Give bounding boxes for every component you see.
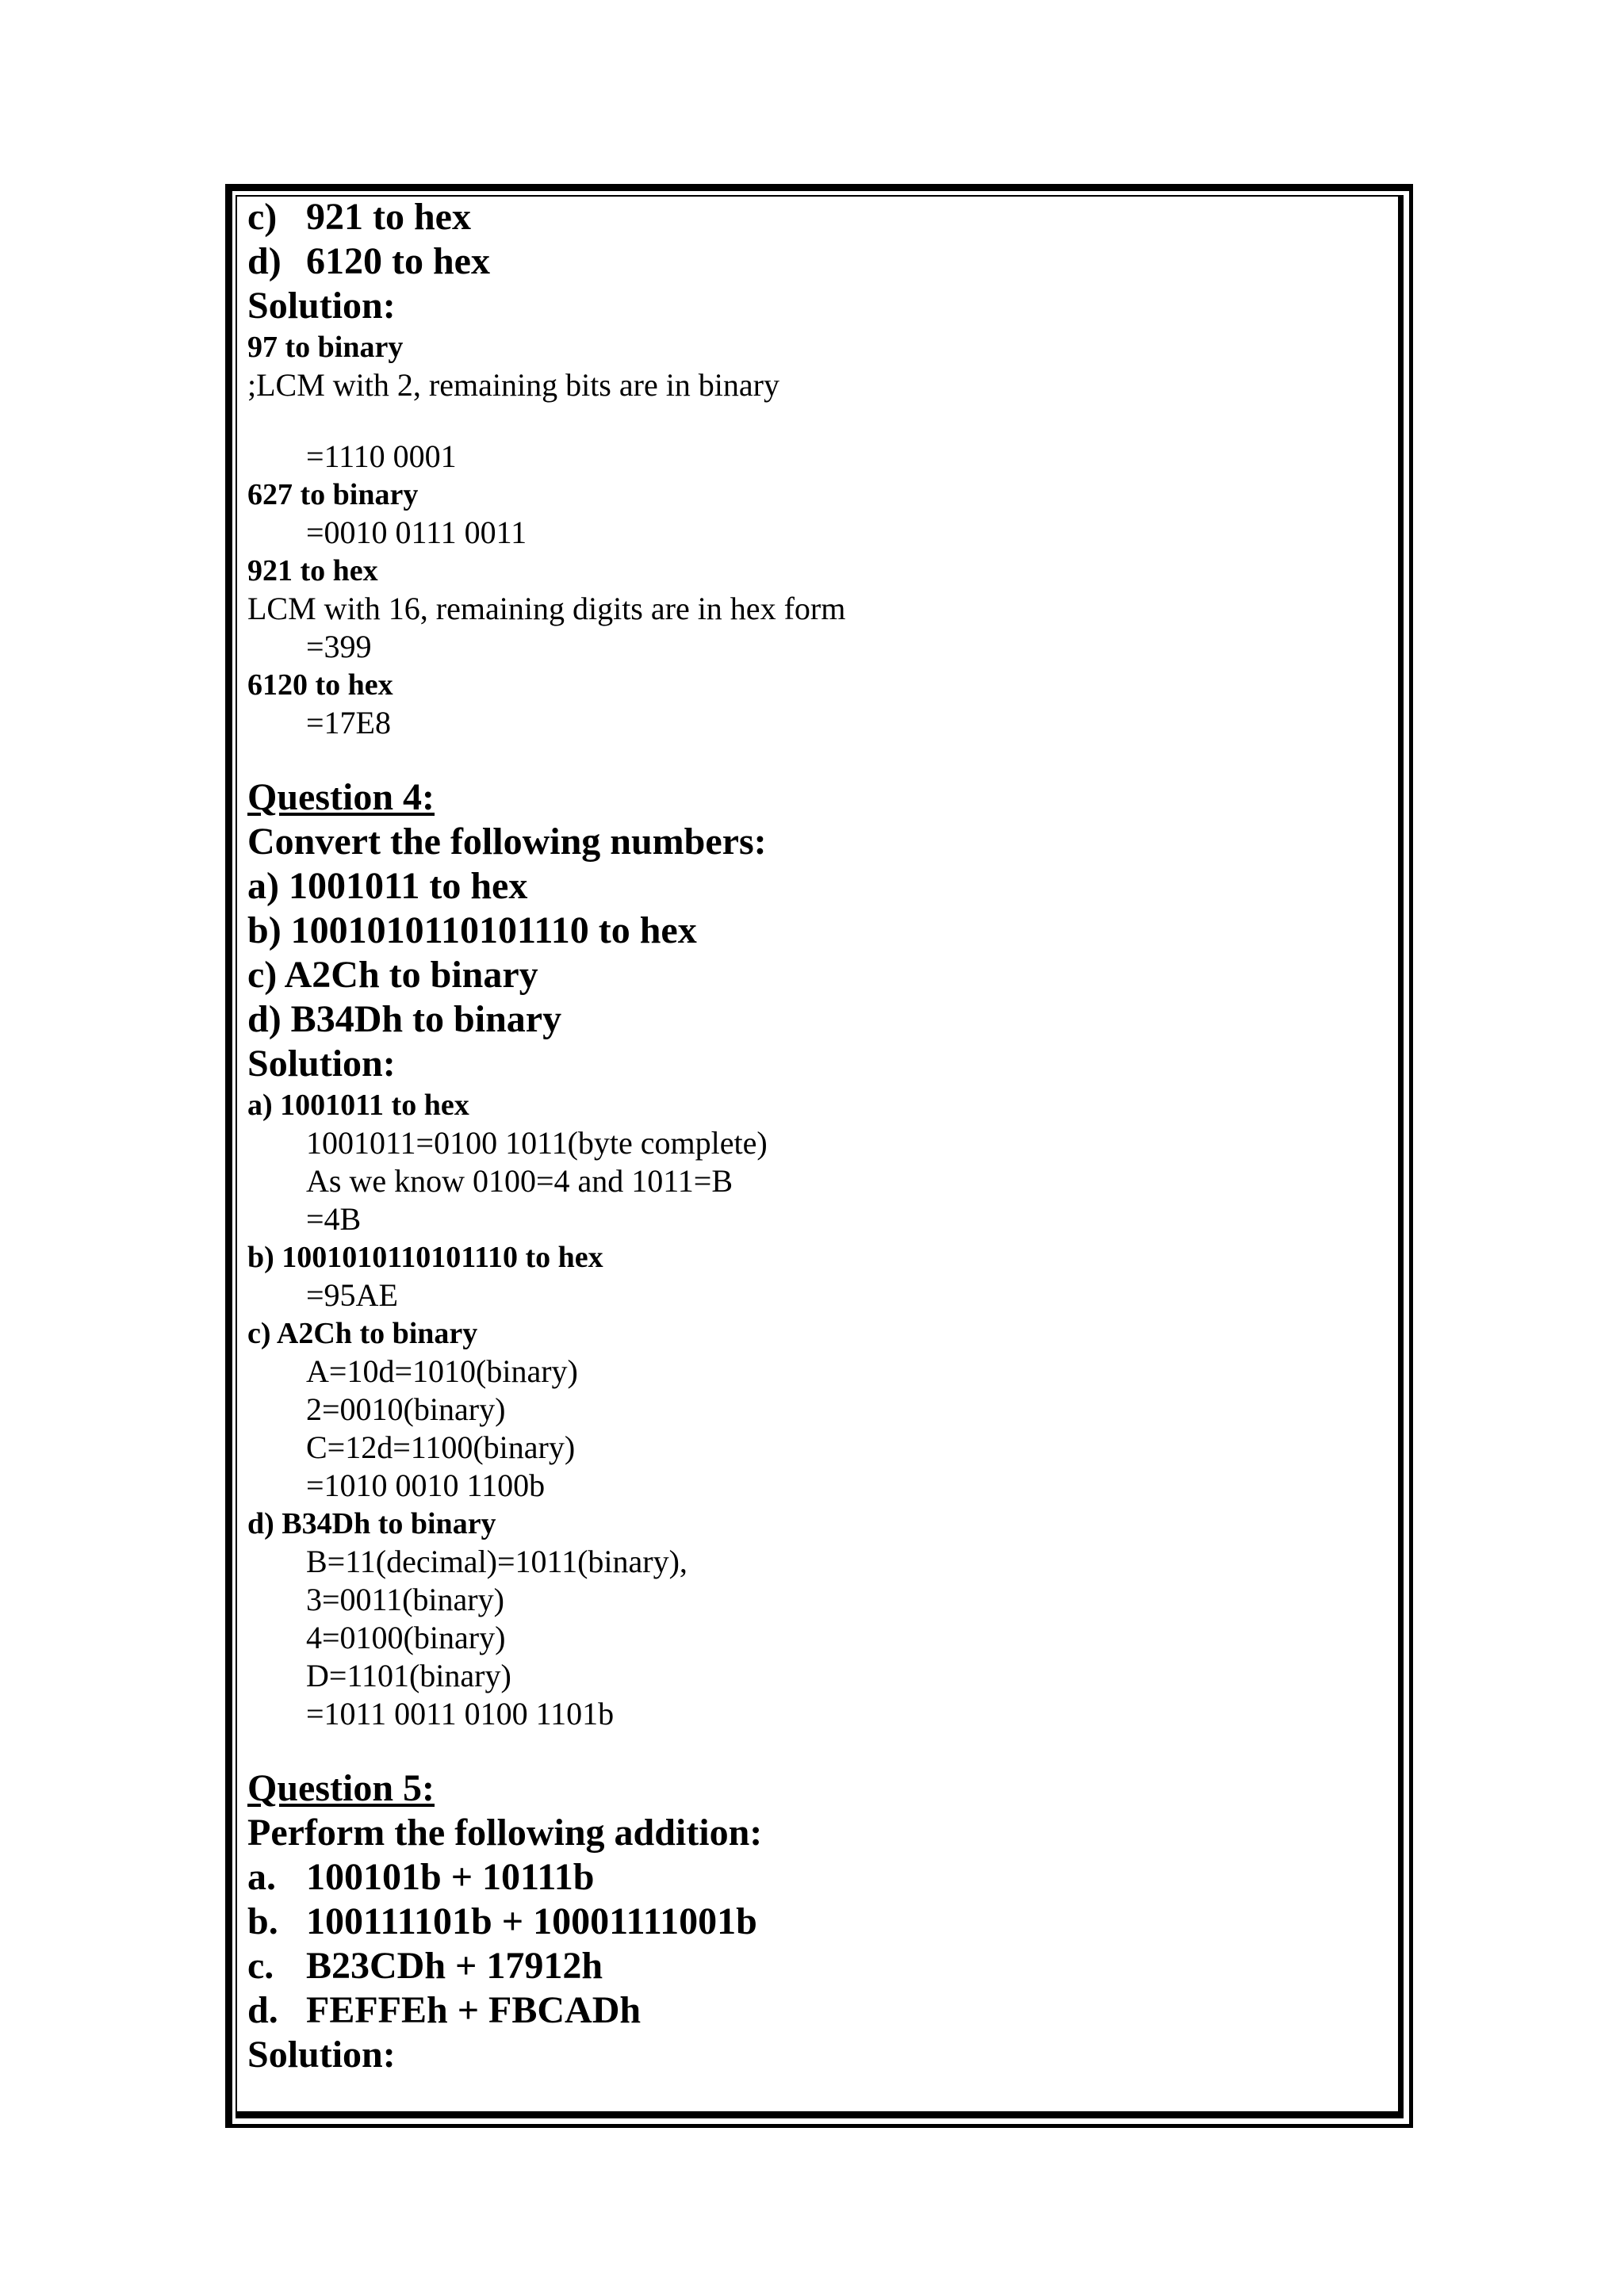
- item-marker: b.: [247, 1900, 278, 1942]
- item-text: FEFFEh + FBCADh: [306, 1989, 642, 2031]
- q4-sol-a-line: 1001011=0100 1011(byte complete): [306, 1125, 768, 1161]
- item-marker: d): [247, 240, 282, 282]
- q4-sol-a-heading: a) 1001011 to hex: [247, 1089, 469, 1122]
- q4-solution-label: Solution:: [247, 1043, 396, 1085]
- q4-sol-d-line: 4=0100(binary): [306, 1620, 506, 1655]
- q4-sol-c-heading: c) A2Ch to binary: [247, 1317, 478, 1350]
- sol3-d-result: =17E8: [306, 705, 391, 740]
- sol3-b-heading: 627 to binary: [247, 478, 419, 511]
- q4-title: [247, 775, 1389, 820]
- q4-item-d: d) B34Dh to binary: [247, 998, 562, 1040]
- q5-solution-label: Solution:: [247, 2034, 396, 2076]
- q4-item-c: c) A2Ch to binary: [247, 954, 538, 996]
- q4-sol-d-heading: d) B34Dh to binary: [247, 1507, 496, 1540]
- item-marker: c.: [247, 1945, 274, 1987]
- item-text: B23CDh + 17912h: [306, 1945, 603, 1987]
- sol3-a-note: ;LCM with 2, remaining bits are in binary: [247, 367, 779, 403]
- sol3-b-result: =0010 0111 0011: [306, 515, 527, 550]
- q4-sol-c-line: 2=0010(binary): [306, 1391, 506, 1427]
- q5-item-b: [247, 1900, 1389, 1944]
- q4-sol-d-line: 3=0011(binary): [306, 1582, 504, 1617]
- q4-sol-b-line: =95AE: [306, 1277, 398, 1313]
- sol3-a-heading: 97 to binary: [247, 331, 404, 364]
- q4-sol-a-line: As we know 0100=4 and 1011=B: [306, 1163, 733, 1199]
- q4-sol-c-line: C=12d=1100(binary): [306, 1429, 576, 1465]
- item-text: 921 to hex: [306, 196, 471, 238]
- q4-sol-d-line: D=1101(binary): [306, 1658, 511, 1693]
- document-content: [247, 195, 1389, 2077]
- item-text: 100111101b + 10001111001b: [306, 1900, 757, 1942]
- question-title: Question 5:: [247, 1767, 435, 1809]
- q5-title: [247, 1766, 1389, 1811]
- item-marker: c): [247, 196, 278, 238]
- q5-item-a: [247, 1855, 1389, 1900]
- q4-sol-d-line: B=11(decimal)=1011(binary),: [306, 1544, 688, 1579]
- q4-sol-a-line: =4B: [306, 1201, 362, 1237]
- q4-sol-c-line: A=10d=1010(binary): [306, 1353, 578, 1389]
- q3-item-c: [247, 195, 1389, 239]
- q4-prompt: Convert the following numbers:: [247, 821, 767, 863]
- item-marker: a.: [247, 1856, 276, 1898]
- q4-item-b: b) 1001010110101110 to hex: [247, 909, 697, 951]
- q5-item-c: [247, 1944, 1389, 1988]
- q5-item-d: [247, 1988, 1389, 2033]
- item-text: 100101b + 10111b: [306, 1856, 595, 1898]
- sol3-a-result: =1110 0001: [306, 438, 457, 474]
- q5-prompt: Perform the following addition:: [247, 1812, 763, 1854]
- item-text: 6120 to hex: [306, 240, 490, 282]
- sol3-c-note: LCM with 16, remaining digits are in hex form: [247, 591, 846, 626]
- q3-solution-label: Solution:: [247, 285, 396, 327]
- question-title: Question 4:: [247, 776, 435, 818]
- q4-sol-c-line: =1010 0010 1100b: [306, 1468, 546, 1503]
- q4-sol-d-line: =1011 0011 0100 1101b: [306, 1696, 615, 1732]
- sol3-d-heading: 6120 to hex: [247, 668, 393, 702]
- q3-item-d: [247, 239, 1389, 284]
- q4-sol-b-heading: b) 1001010110101110 to hex: [247, 1241, 603, 1274]
- sol3-c-heading: 921 to hex: [247, 554, 378, 587]
- item-marker: d.: [247, 1989, 278, 2031]
- q4-item-a: a) 1001011 to hex: [247, 865, 528, 907]
- sol3-c-result: =399: [306, 629, 372, 664]
